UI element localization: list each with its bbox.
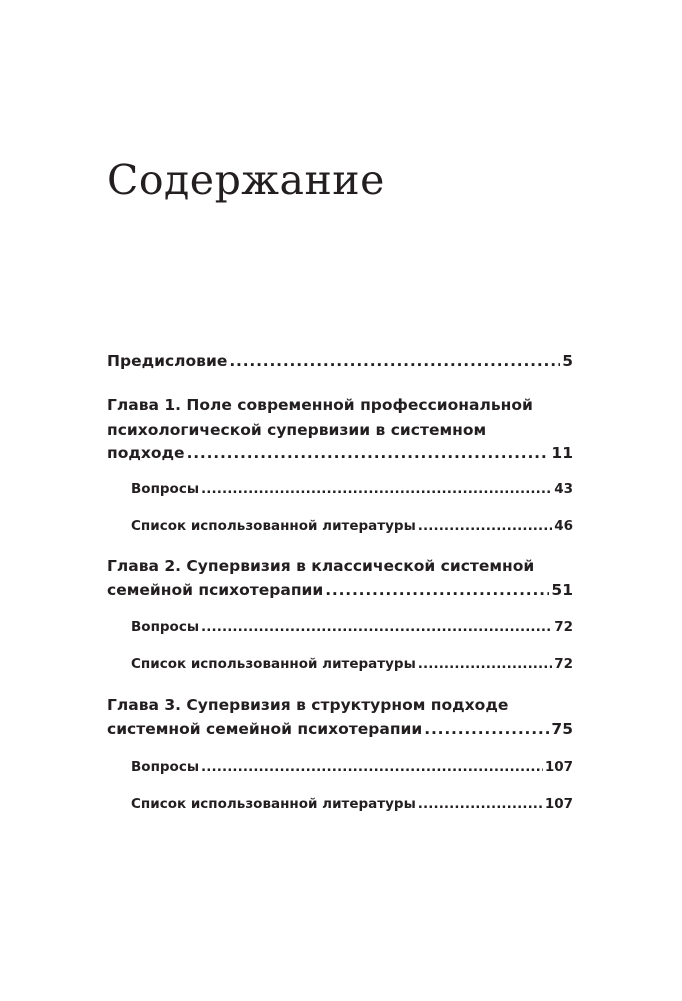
toc-chapter-3-line-2[interactable] — [107, 720, 573, 742]
toc-chapter-1-references[interactable] — [131, 518, 573, 540]
dot-leader — [418, 656, 552, 672]
toc-chapter-2-questions[interactable] — [131, 619, 573, 641]
toc-entry-title: Список использованной литературы — [131, 518, 416, 534]
toc-entry-title: Предисловие — [107, 352, 228, 370]
toc-entry-title: Глава 2. Супервизия в классической системной — [107, 557, 535, 575]
page-title: Содержание — [107, 156, 385, 204]
dot-leader — [418, 796, 543, 812]
toc-entry-title: семейной психотерапии — [107, 581, 324, 599]
toc-entry-title: Вопросы — [131, 759, 200, 775]
toc-page-number: 43 — [554, 481, 573, 497]
toc-chapter-3-references[interactable] — [131, 796, 573, 818]
toc-entry-title: Вопросы — [131, 481, 200, 497]
toc-entry-title: Глава 1. Поле современной профессиональной — [107, 396, 533, 414]
toc-chapter-1-line-1[interactable] — [107, 396, 573, 418]
toc-entry-title: психологической супервизии в системном — [107, 421, 487, 439]
toc-page-number: 72 — [554, 656, 573, 672]
toc-chapter-3-questions[interactable] — [131, 759, 573, 781]
toc-chapter-3-line-1[interactable] — [107, 696, 573, 718]
toc-page-number: 75 — [551, 720, 573, 738]
toc-chapter-1-line-3[interactable] — [107, 444, 573, 466]
toc-chapter-2-line-2[interactable] — [107, 581, 573, 603]
dot-leader — [418, 518, 552, 534]
toc-entry-title: Список использованной литературы — [131, 796, 416, 812]
dot-leader — [424, 720, 549, 738]
toc-entry-title: Список использованной литературы — [131, 656, 416, 672]
toc-entry-title: Глава 3. Супервизия в структурном подходе — [107, 696, 509, 714]
dot-leader — [201, 481, 552, 497]
dot-leader — [325, 581, 549, 599]
toc-entry-preface[interactable] — [107, 352, 573, 374]
toc-entry-title: подходе — [107, 444, 185, 462]
dot-leader — [201, 619, 552, 635]
toc-chapter-1-questions[interactable] — [131, 481, 573, 503]
toc-page-number: 5 — [562, 352, 573, 370]
dot-leader — [201, 759, 543, 775]
toc-entry-title: системной семейной психотерапии — [107, 720, 423, 738]
toc-entry-title: Вопросы — [131, 619, 200, 635]
dot-leader — [187, 444, 550, 462]
toc-page-number: 11 — [551, 444, 573, 462]
toc-page-number: 72 — [554, 619, 573, 635]
toc-page-number: 46 — [554, 518, 573, 534]
toc-page-number: 107 — [544, 796, 573, 812]
dot-leader — [229, 352, 560, 370]
toc-page-number: 51 — [551, 581, 573, 599]
toc-chapter-2-references[interactable] — [131, 656, 573, 678]
toc-chapter-1-line-2[interactable] — [107, 421, 573, 443]
toc-chapter-2-line-1[interactable] — [107, 557, 573, 579]
toc-page-number: 107 — [544, 759, 573, 775]
